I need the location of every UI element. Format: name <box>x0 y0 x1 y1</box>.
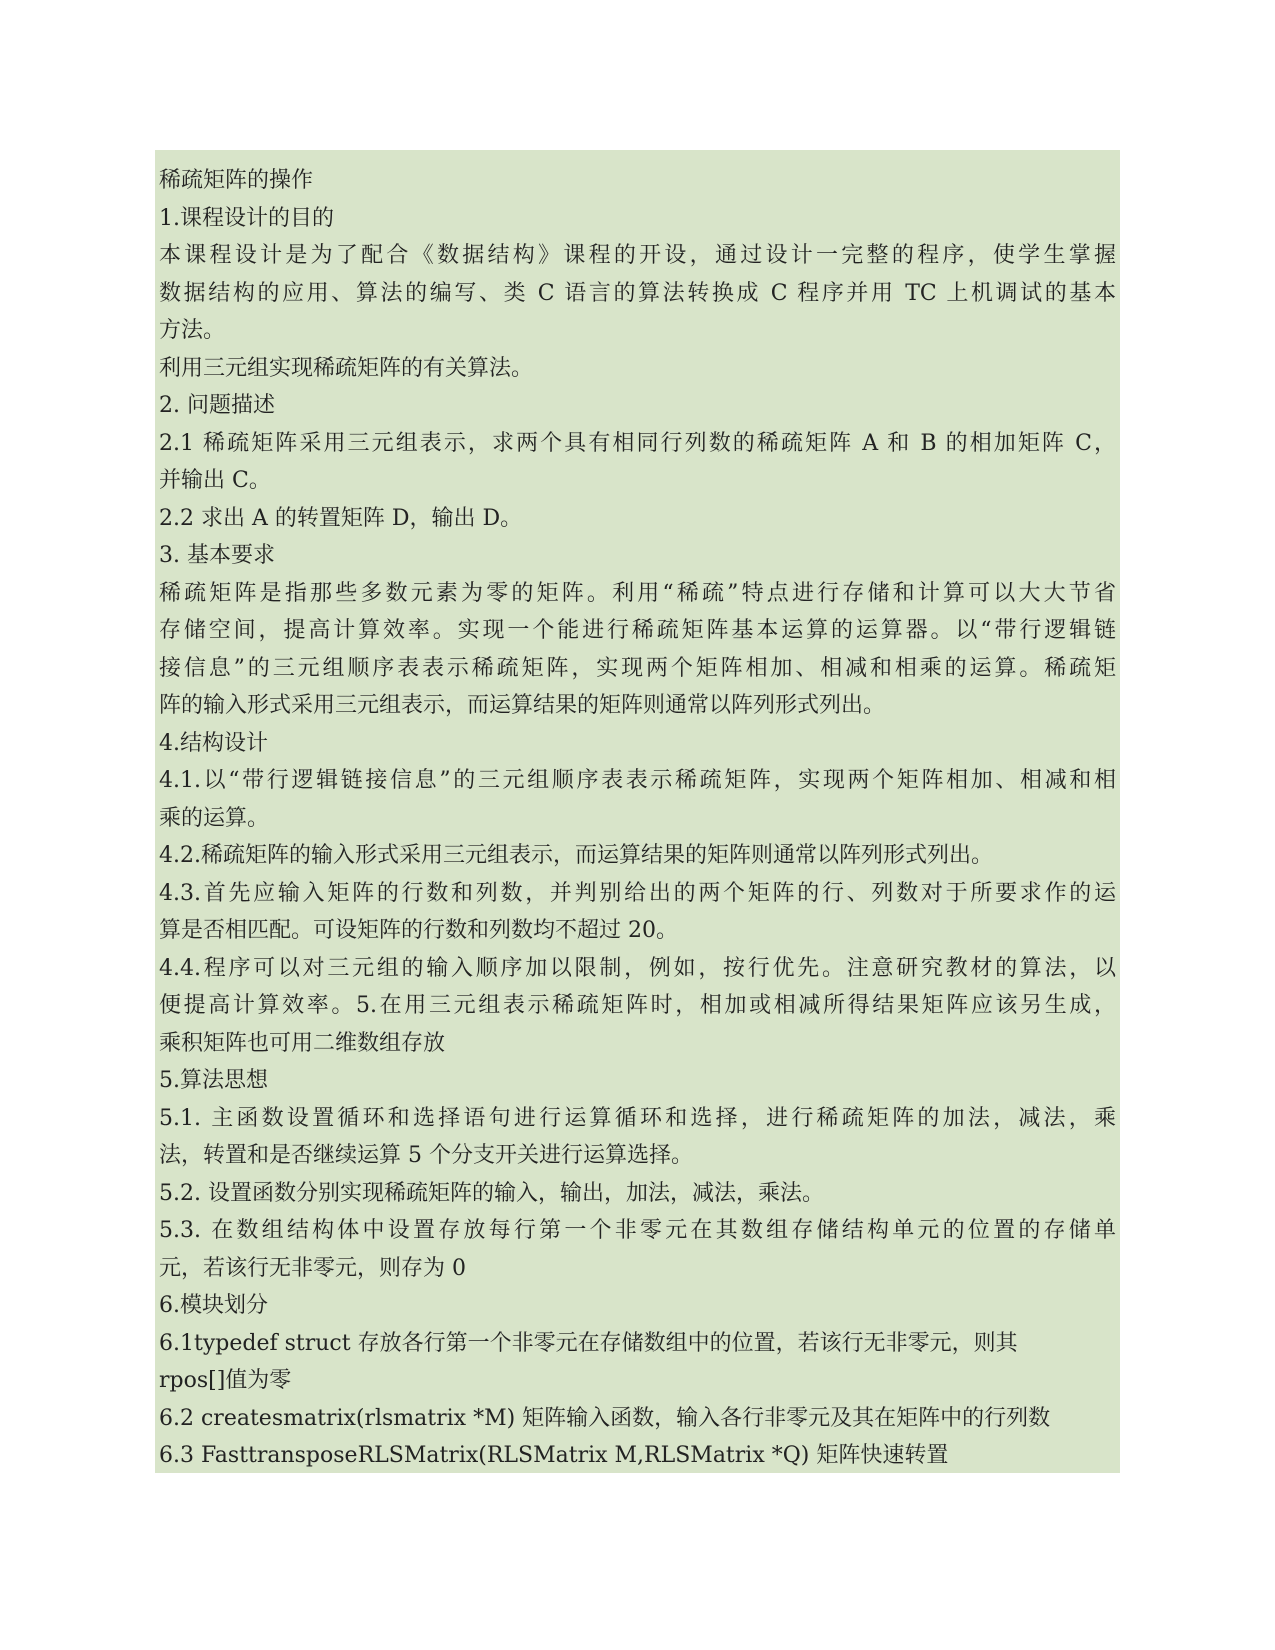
text-line: rpos[]值为零 <box>159 1368 292 1393</box>
text-line: 6.1typedef struct 存放各行第一个非零元在存储数组中的位置，若该行无非零元，则其 <box>159 1330 1018 1356</box>
text-line: 6.2 createsmatrix(rlsmatrix *M) 矩阵输入函数，输入各行非零元及其在矩阵中的行列数 <box>159 1405 1051 1431</box>
text-line: 算是否相匹配。可设矩阵的行数和列数均不超过 20。 <box>159 918 678 943</box>
text-line: 3. 基本要求 <box>159 543 275 568</box>
text-line: 4.2.稀疏矩阵的输入形式采用三元组表示，而运算结果的矩阵则通常以阵列形式列出。 <box>159 843 993 868</box>
text-line: 阵的输入形式采用三元组表示，而运算结果的矩阵则通常以阵列形式列出。 <box>159 693 886 718</box>
text-line: 2.2 求出 A 的转置矩阵 D，输出 D。 <box>159 505 523 531</box>
text-line: 法，转置和是否继续运算 5 个分支开关进行运算选择。 <box>159 1143 693 1168</box>
text-line: 稀疏矩阵是指那些多数元素为零的矩阵。利用“稀疏”特点进行存储和计算可以大大节省 <box>159 580 1116 606</box>
text-line: 元，若该行无非零元，则存为 0 <box>159 1255 466 1281</box>
text-line: 4.3.首先应输入矩阵的行数和列数，并判别给出的两个矩阵的行、列数对于所要求作的运 <box>159 880 1116 906</box>
text-line: 4.4.程序可以对三元组的输入顺序加以限制，例如，按行优先。注意研究教材的算法，以 <box>159 955 1116 981</box>
text-line: 数据结构的应用、算法的编写、类 C 语言的算法转换成 C 程序并用 TC 上机调试的基本 <box>159 280 1116 306</box>
text-line: 2. 问题描述 <box>159 393 275 418</box>
text-line: 接信息”的三元组顺序表表示稀疏矩阵，实现两个矩阵相加、相减和相乘的运算。稀疏矩 <box>159 655 1116 681</box>
text-line: 5.2. 设置函数分别实现稀疏矩阵的输入，输出，加法，减法，乘法。 <box>159 1180 824 1206</box>
text-line: 方法。 <box>159 318 226 343</box>
text-line: 5.算法思想 <box>159 1068 268 1093</box>
highlighted-text-block <box>155 150 1120 1473</box>
text-line: 本课程设计是为了配合《数据结构》课程的开设，通过设计一完整的程序，使学生掌握 <box>159 243 1116 268</box>
text-line: 5.3. 在数组结构体中设置存放每行第一个非零元在其数组存储结构单元的位置的存储单 <box>159 1218 1116 1243</box>
text-line: 稀疏矩阵的操作 <box>159 168 314 193</box>
text-line: 存储空间，提高计算效率。实现一个能进行稀疏矩阵基本运算的运算器。以“带行逻辑链 <box>159 618 1116 643</box>
text-line: 6.3 FasttransposeRLSMatrix(RLSMatrix M,RLSMatrix *Q) 矩阵快速转置 <box>159 1443 949 1468</box>
text-line: 2.1 稀疏矩阵采用三元组表示，求两个具有相同行列数的稀疏矩阵 A 和 B 的相加矩阵 C， <box>159 430 1116 456</box>
text-line: 6.模块划分 <box>159 1293 268 1318</box>
text-line: 并输出 C。 <box>159 468 271 493</box>
text-line: 便提高计算效率。5.在用三元组表示稀疏矩阵时，相加或相减所得结果矩阵应该另生成， <box>159 993 1116 1018</box>
text-line: 利用三元组实现稀疏矩阵的有关算法。 <box>159 355 534 381</box>
text-line: 5.1. 主函数设置循环和选择语句进行运算循环和选择，进行稀疏矩阵的加法，减法，乘 <box>159 1105 1116 1131</box>
text-line: 1.课程设计的目的 <box>159 205 334 231</box>
text-line: 乘积矩阵也可用二维数组存放 <box>159 1030 446 1056</box>
text-line: 4.结构设计 <box>159 730 268 756</box>
text-line: 乘的运算。 <box>159 805 270 831</box>
text-line: 4.1.以“带行逻辑链接信息”的三元组顺序表表示稀疏矩阵，实现两个矩阵相加、相减和相 <box>159 768 1116 793</box>
